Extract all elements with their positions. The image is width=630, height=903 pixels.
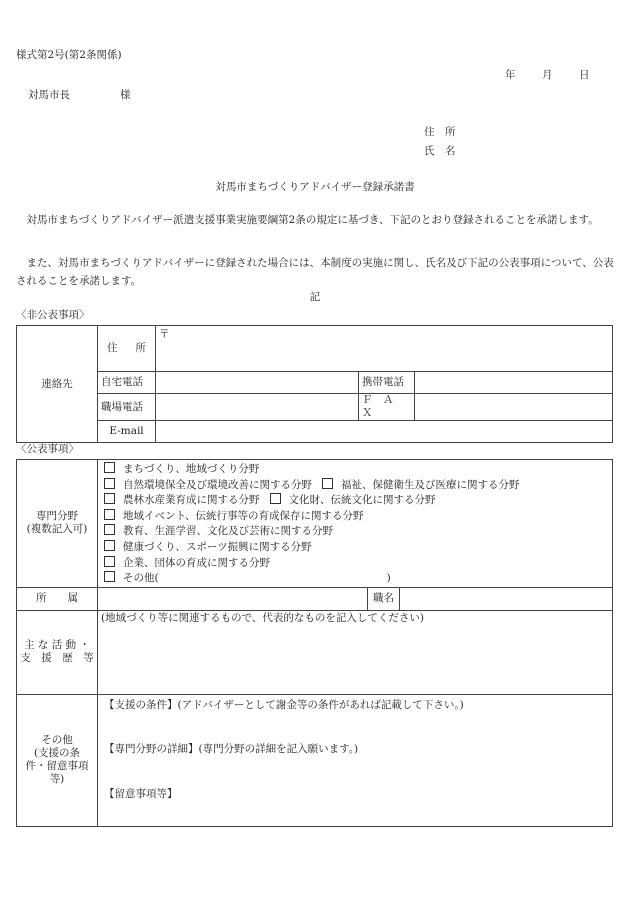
position-input[interactable] bbox=[400, 587, 613, 610]
home-phone-input[interactable] bbox=[156, 372, 359, 394]
checkbox-welfare[interactable] bbox=[322, 478, 333, 489]
public-section-heading: 〈公表事項〉 bbox=[16, 443, 79, 455]
email-label: E-mail bbox=[98, 421, 156, 443]
other-input[interactable] bbox=[98, 694, 613, 826]
date-month-label: 月 bbox=[542, 69, 553, 81]
expertise-details-note: 【専門分野の詳細】(専門分野の詳細を記入願います。) bbox=[104, 742, 359, 755]
address-input[interactable] bbox=[156, 326, 613, 372]
remarks-note: 【留意事項等】 bbox=[104, 787, 178, 800]
applicant-address-label: 住 所 bbox=[424, 126, 456, 138]
private-section-heading: 〈非公表事項〉 bbox=[16, 309, 90, 321]
fax-label: Ｆ Ａ Ｘ bbox=[359, 394, 415, 421]
applicant-name-label: 氏 名 bbox=[424, 145, 456, 157]
checkbox-agriculture[interactable] bbox=[104, 493, 115, 504]
document-title: 対馬市まちづくりアドバイザー登録承諾書 bbox=[215, 181, 415, 193]
expertise-field-options: まちづくり、地域づくり分野 自然環境保全及び環境改善に関する分野 福祉、保健衛生及び医療に関する分野 農林水産業育成に関する分野 文化財、伝統文化に関する分野 地域イベント、伝統行事等の育成保存に関する分野 教育、生涯学習、文化及び芸術に関する分野 健康づくり、スポーツ振興に関する分野 企業、団体の育成に関する分野 その他( ) bbox=[98, 460, 613, 588]
checkbox-business-groups[interactable] bbox=[104, 556, 115, 567]
other-label: その他 (支援の条 件・留意事項 等) bbox=[17, 694, 98, 826]
mobile-phone-label: 携帯電話 bbox=[359, 372, 415, 394]
checkbox-other[interactable] bbox=[104, 571, 115, 582]
mobile-phone-input[interactable] bbox=[415, 372, 613, 394]
checkbox-cultural-property[interactable] bbox=[270, 493, 281, 504]
consent-paragraph-1: 対馬市まちづくりアドバイザー派遣支援事業実施要綱第2条の規定に基づき、下記のとおり登録されることを承諾します。 bbox=[16, 214, 599, 226]
checkbox-local-events[interactable] bbox=[104, 509, 115, 520]
honorific: 様 bbox=[120, 89, 131, 101]
contact-label: 連絡先 bbox=[17, 326, 98, 443]
affiliation-label: 所 属 bbox=[17, 587, 98, 610]
checkbox-town-planning[interactable] bbox=[104, 462, 115, 473]
fax-input[interactable] bbox=[415, 394, 613, 421]
activity-history-input[interactable] bbox=[98, 610, 613, 694]
date-day-label: 日 bbox=[579, 69, 590, 81]
activity-history-label: 主 な 活 動 ・ 支 援 歴 等 bbox=[17, 610, 98, 694]
public-info-table bbox=[16, 459, 613, 827]
date-year-label: 年 bbox=[505, 69, 516, 81]
form-number: 様式第2号(第2条関係) bbox=[16, 49, 122, 61]
affiliation-input[interactable] bbox=[98, 587, 368, 610]
private-info-table bbox=[16, 325, 613, 443]
addressee: 対馬市長 bbox=[28, 89, 70, 101]
ki-mark: 記 bbox=[309, 291, 321, 303]
work-phone-input[interactable] bbox=[156, 394, 359, 421]
address-label: 住 所 bbox=[98, 326, 156, 372]
support-conditions-note: 【支援の条件】(アドバイザーとして謝金等の条件があれば記載して下さい。) bbox=[104, 698, 464, 711]
position-label: 職名 bbox=[368, 587, 400, 610]
postal-mark: 〒 bbox=[159, 328, 170, 340]
email-input[interactable] bbox=[156, 421, 613, 443]
checkbox-education[interactable] bbox=[104, 524, 115, 535]
checkbox-environment[interactable] bbox=[104, 478, 115, 489]
work-phone-label: 職場電話 bbox=[98, 394, 156, 421]
consent-paragraph-2: また、対馬市まちづくりアドバイザーに登録された場合には、本制度の実施に関し、氏名及び下記の公表事項について、公表されることを承諾します。 bbox=[16, 257, 614, 287]
activity-note: (地域づくり等に関連するもので、代表的なものを記入してください) bbox=[101, 611, 424, 624]
checkbox-health-sports[interactable] bbox=[104, 540, 115, 551]
expertise-field-label: 専門分野 (複数記入可) bbox=[17, 460, 98, 588]
home-phone-label: 自宅電話 bbox=[98, 372, 156, 394]
